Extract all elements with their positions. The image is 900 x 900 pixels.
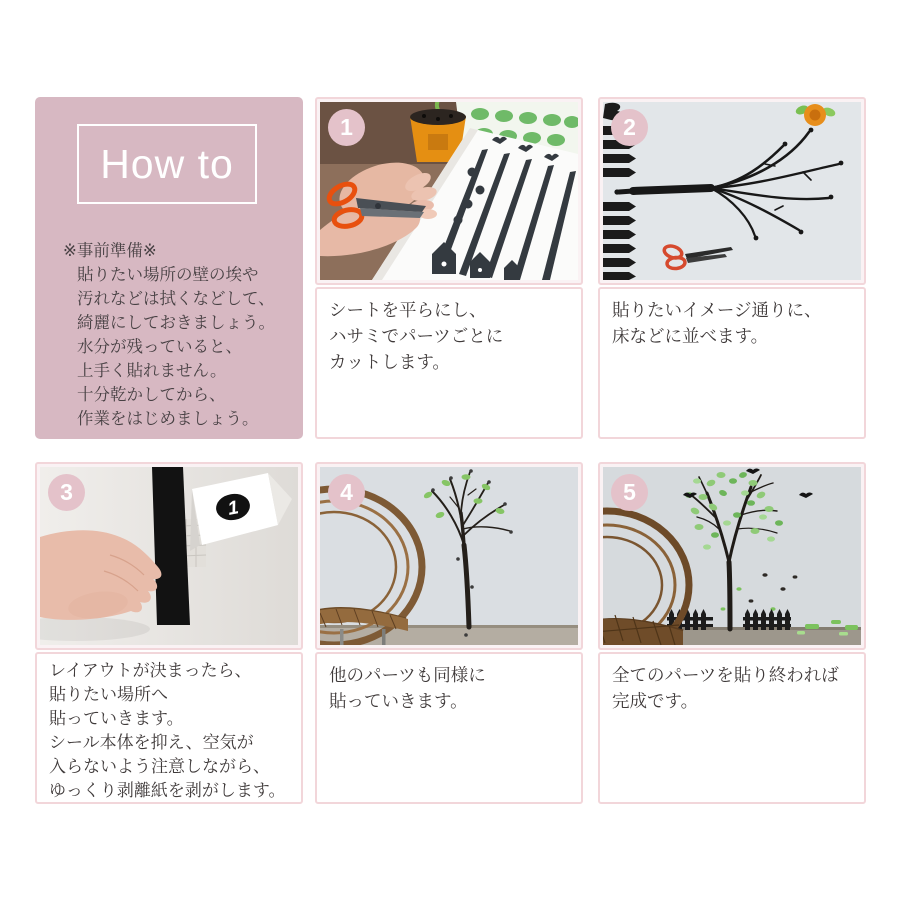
caption-line: シール本体を抑え、空気が — [49, 733, 254, 752]
step-5-photo — [598, 462, 866, 650]
step-1-card — [315, 97, 583, 372]
caption-line: 貼りたい場所へ — [49, 685, 168, 704]
step-1-photo — [315, 97, 583, 285]
prep-line: 水分が残っていると、 — [77, 338, 242, 356]
step-5-badge: 5 — [611, 474, 648, 511]
intro-card — [35, 97, 303, 439]
page-title-text: How to — [100, 140, 234, 187]
prep-line: 十分乾かしてから、 — [77, 386, 226, 404]
caption-line: ゆっくり剥離紙を剥がします。 — [49, 781, 286, 800]
step-4-card — [315, 462, 583, 711]
caption-line: 他のパーツも同様に — [329, 665, 486, 685]
prep-line: 上手く貼れません。 — [77, 362, 227, 380]
step-4-caption — [315, 652, 583, 804]
prep-line: 貼りたい場所の壁の埃や — [77, 266, 259, 284]
step-3-badge: 3 — [48, 474, 85, 511]
step-1-caption — [315, 287, 583, 439]
step-2-photo — [598, 97, 866, 285]
caption-line: 完成です。 — [612, 691, 699, 711]
step-3-caption — [35, 652, 303, 804]
step-5-caption — [598, 652, 866, 804]
caption-line: 床などに並べます。 — [612, 326, 769, 346]
caption-line: 貼っていきます。 — [49, 709, 184, 728]
step-1-badge: 1 — [328, 109, 365, 146]
caption-line: ハサミでパーツごとに — [329, 326, 504, 346]
step-4-photo — [315, 462, 583, 650]
caption-line: 貼りたいイメージ通りに、 — [612, 300, 822, 320]
step-3-photo — [35, 462, 303, 650]
caption-line: レイアウトが決まったら、 — [49, 661, 252, 680]
caption-line: カットします。 — [329, 352, 450, 372]
step-2-caption — [598, 287, 866, 439]
prep-note — [63, 239, 293, 431]
backing-tag-number: 1 — [226, 497, 241, 520]
prep-line: 作業をはじめましょう。 — [77, 410, 259, 428]
caption-line: 全てのパーツを貼り終われば — [612, 665, 839, 685]
step-4-badge: 4 — [328, 474, 365, 511]
prep-line: 汚れなどは拭くなどして、 — [77, 290, 275, 308]
step-2-badge: 2 — [611, 109, 648, 146]
step-3-card — [35, 462, 303, 800]
prep-heading: ※事前準備※ — [63, 242, 157, 260]
step-5-card — [598, 462, 866, 711]
prep-line: 綺麗にしておきましょう。 — [77, 314, 275, 332]
caption-line: シートを平らにし、 — [329, 300, 487, 320]
step-2-card — [598, 97, 866, 346]
caption-line: 入らないよう注意しながら、 — [49, 757, 270, 776]
caption-line: 貼っていきます。 — [329, 691, 468, 711]
page-title — [77, 124, 257, 204]
